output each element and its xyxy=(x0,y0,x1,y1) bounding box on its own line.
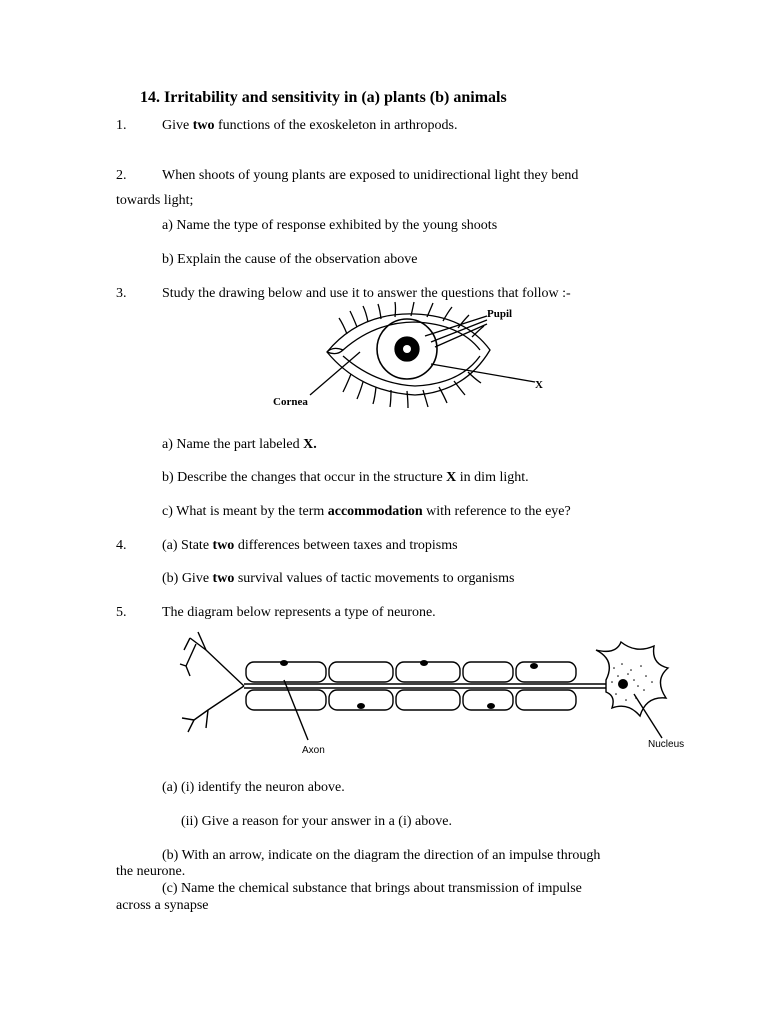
nucleus-label: Nucleus xyxy=(648,739,685,750)
question-4a: (a) State two differences between taxes and tropisms xyxy=(162,538,458,553)
question-5b-line1: (b) With an arrow, indicate on the diagram the direction of an impulse through xyxy=(162,848,601,863)
question-5-number: 5. xyxy=(116,605,127,620)
question-2-number: 2. xyxy=(116,168,127,183)
axon-label: Axon xyxy=(302,745,325,756)
x-label: X xyxy=(535,379,543,391)
question-2-text-line1: When shoots of young plants are exposed to unidirectional light they bend xyxy=(162,168,579,183)
question-3a: a) Name the part labeled X. xyxy=(162,437,317,452)
eye-diagram xyxy=(265,300,565,415)
neurone-diagram xyxy=(176,620,696,760)
pupil-label: Pupil xyxy=(487,308,513,320)
question-1-text: Give two functions of the exoskeleton in arthropods. xyxy=(162,118,458,133)
question-2b: b) Explain the cause of the observation above xyxy=(162,252,418,267)
question-3b: b) Describe the changes that occur in the structure X in dim light. xyxy=(162,470,529,485)
question-5ai: (a) (i) identify the neuron above. xyxy=(162,780,345,795)
question-5b-line2: the neurone. xyxy=(116,864,186,879)
question-4-number: 4. xyxy=(116,538,127,553)
question-5-text: The diagram below represents a type of neurone. xyxy=(162,605,436,620)
question-2a: a) Name the type of response exhibited by the young shoots xyxy=(162,218,498,233)
question-2-text-line2: towards light; xyxy=(116,193,194,208)
question-3-text: Study the drawing below and use it to answer the questions that follow :- xyxy=(162,286,571,301)
question-5c-line2: across a synapse xyxy=(116,898,209,913)
question-3c: c) What is meant by the term accommodation with reference to the eye? xyxy=(162,504,571,519)
cornea-label: Cornea xyxy=(273,396,308,408)
question-5aii: (ii) Give a reason for your answer in a (i) above. xyxy=(181,814,452,829)
question-1-number: 1. xyxy=(116,118,127,133)
question-4b: (b) Give two survival values of tactic movements to organisms xyxy=(162,571,515,586)
question-3-number: 3. xyxy=(116,286,127,301)
page-title: 14. Irritability and sensitivity in (a) plants (b) animals xyxy=(140,89,507,106)
question-5c-line1: (c) Name the chemical substance that brings about transmission of impulse xyxy=(162,881,582,896)
